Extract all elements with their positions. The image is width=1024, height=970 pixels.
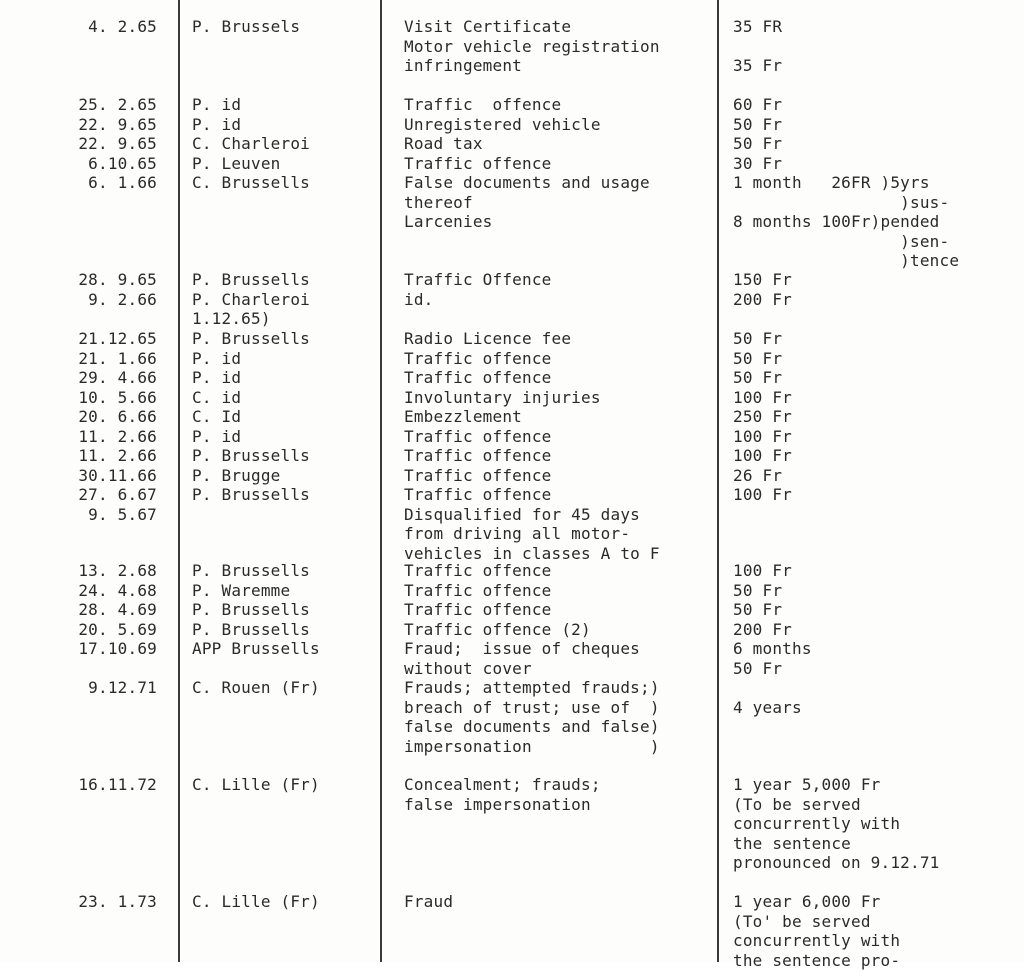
offence-line: Traffic offence [404, 485, 714, 505]
row-5-sentence [733, 561, 1023, 678]
date-line: 29. 4.66 [0, 368, 157, 388]
offence-line: Traffic offence [404, 581, 714, 601]
offence-line: id. [404, 290, 714, 310]
court-line: C. id [192, 388, 372, 408]
date-line: 24. 4.68 [0, 581, 157, 601]
offence-line: thereof [404, 193, 714, 213]
sentence-line: 150 Fr [733, 270, 1023, 290]
row-4-sentence [733, 329, 1023, 505]
court-line: P. Charleroi [192, 290, 372, 310]
row-1-date [0, 17, 157, 37]
column-divider-1 [178, 0, 180, 962]
offence-line: Traffic offence [404, 154, 714, 174]
court-line: P. id [192, 115, 372, 135]
offence-line: Traffic Offence [404, 270, 714, 290]
row-4-date [0, 329, 157, 524]
date-line: 23. 1.73 [0, 892, 157, 912]
sentence-line: 250 Fr [733, 407, 1023, 427]
date-line: 22. 9.65 [0, 134, 157, 154]
row-6-offence [404, 678, 714, 756]
date-line: 16.11.72 [0, 775, 157, 795]
offence-line: Radio Licence fee [404, 329, 714, 349]
date-line: 22. 9.65 [0, 115, 157, 135]
row-7-court [192, 775, 372, 795]
court-line: APP Brussells [192, 639, 372, 659]
sentence-line: 100 Fr [733, 485, 1023, 505]
row-7-sentence [733, 775, 1023, 873]
date-line: 17.10.69 [0, 639, 157, 659]
sentence-line: 26 Fr [733, 466, 1023, 486]
column-divider-2 [380, 0, 382, 962]
offence-line: Traffic offence [404, 446, 714, 466]
row-5-court [192, 561, 372, 659]
row-2-court [192, 95, 372, 193]
offence-line: Fraud [404, 892, 714, 912]
sentence-line: 1 year 5,000 Fr [733, 775, 1023, 795]
offence-line: breach of trust; use of ) [404, 698, 714, 718]
sentence-line: (To be served [733, 795, 1023, 815]
offence-line: Traffic offence [404, 466, 714, 486]
row-7-date [0, 775, 157, 795]
sentence-line: the sentence [733, 834, 1023, 854]
date-line: 21. 1.66 [0, 349, 157, 369]
row-1-court [192, 17, 372, 37]
court-line: 1.12.65) [192, 309, 372, 329]
court-line: P. Brussells [192, 620, 372, 640]
sentence-line: 35 FR [733, 17, 1023, 37]
offence-line: Traffic offence [404, 349, 714, 369]
row-8-offence [404, 892, 714, 912]
offence-line: Traffic offence [404, 95, 714, 115]
offence-line: Involuntary injuries [404, 388, 714, 408]
court-line: C. Charleroi [192, 134, 372, 154]
offence-line: Disqualified for 45 days [404, 505, 714, 525]
date-line: 13. 2.68 [0, 561, 157, 581]
date-line: 10. 5.66 [0, 388, 157, 408]
sentence-line: 100 Fr [733, 427, 1023, 447]
row-3-sentence [733, 270, 1023, 309]
date-line: 11. 2.66 [0, 427, 157, 447]
court-line: P. id [192, 427, 372, 447]
date-line: 30.11.66 [0, 466, 157, 486]
sentence-line: 8 months 100Fr)pended [733, 212, 1023, 232]
court-line: C. Id [192, 407, 372, 427]
court-line: P. Leuven [192, 154, 372, 174]
sentence-line: (To' be served [733, 912, 1023, 932]
date-line: 4. 2.65 [0, 17, 157, 37]
sentence-line: 4 years [733, 698, 1023, 718]
offence-line: from driving all motor- [404, 524, 714, 544]
offence-line: Fraud; issue of cheques [404, 639, 714, 659]
date-line: 6.10.65 [0, 154, 157, 174]
offence-line: impersonation ) [404, 737, 714, 757]
row-2-offence [404, 95, 714, 232]
offence-line: Traffic offence [404, 368, 714, 388]
offence-line: Traffic offence [404, 561, 714, 581]
sentence-line: 50 Fr [733, 659, 1023, 679]
date-line: 28. 4.69 [0, 600, 157, 620]
sentence-line: 60 Fr [733, 95, 1023, 115]
sentence-line: 50 Fr [733, 329, 1023, 349]
offence-line: vehicles in classes A to F [404, 544, 714, 564]
row-4-court [192, 329, 372, 505]
sentence-line: 50 Fr [733, 368, 1023, 388]
sentence-line: 6 months [733, 639, 1023, 659]
offence-line: Road tax [404, 134, 714, 154]
date-line: 27. 6.67 [0, 485, 157, 505]
offence-line: Traffic offence [404, 600, 714, 620]
row-1-sentence [733, 17, 1023, 76]
row-5-date [0, 561, 157, 659]
offence-line: Visit Certificate [404, 17, 714, 37]
sentence-line: 50 Fr [733, 600, 1023, 620]
date-line: 20. 5.69 [0, 620, 157, 640]
row-5-offence [404, 561, 714, 678]
court-line: P. Brussells [192, 270, 372, 290]
row-2-date [0, 95, 157, 193]
sentence-line: 200 Fr [733, 620, 1023, 640]
column-divider-3 [717, 0, 719, 962]
sentence-line: 50 Fr [733, 349, 1023, 369]
row-8-date [0, 892, 157, 912]
date-line: 9. 5.67 [0, 505, 157, 525]
row-6-court [192, 678, 372, 698]
court-line: P. Brussels [192, 17, 372, 37]
court-line: P. Waremme [192, 581, 372, 601]
sentence-line: the sentence pro- [733, 951, 1023, 970]
row-3-date [0, 270, 157, 309]
sentence-line: concurrently with [733, 814, 1023, 834]
sentence-line: 50 Fr [733, 134, 1023, 154]
date-line: 9. 2.66 [0, 290, 157, 310]
offence-line: Embezzlement [404, 407, 714, 427]
date-line: 11. 2.66 [0, 446, 157, 466]
court-line: P. Brussells [192, 485, 372, 505]
court-line: P. Brussells [192, 600, 372, 620]
court-line: P. id [192, 349, 372, 369]
sentence-line: 50 Fr [733, 581, 1023, 601]
offence-line: Concealment; frauds; [404, 775, 714, 795]
row-1-offence [404, 17, 714, 76]
date-line: 20. 6.66 [0, 407, 157, 427]
sentence-line: 100 Fr [733, 561, 1023, 581]
row-6-date [0, 678, 157, 698]
offence-line: Motor vehicle registration [404, 37, 714, 57]
row-6-sentence [733, 678, 1023, 717]
court-line: C. Brussells [192, 173, 372, 193]
sentence-line: 100 Fr [733, 388, 1023, 408]
sentence-line: )sus- [733, 193, 1023, 213]
sentence-line: 100 Fr [733, 446, 1023, 466]
offence-line: false impersonation [404, 795, 714, 815]
offence-line: without cover [404, 659, 714, 679]
date-line: 6. 1.66 [0, 173, 157, 193]
court-line: P. Brussells [192, 446, 372, 466]
court-line: P. id [192, 95, 372, 115]
court-line: C. Rouen (Fr) [192, 678, 372, 698]
court-line: P. Brussells [192, 329, 372, 349]
offence-line: False documents and usage [404, 173, 714, 193]
row-3-court [192, 270, 372, 329]
court-line: C. Lille (Fr) [192, 892, 372, 912]
sentence-line: 50 Fr [733, 115, 1023, 135]
row-4-offence [404, 329, 714, 563]
court-line: P. Brussells [192, 561, 372, 581]
sentence-line: concurrently with [733, 931, 1023, 951]
date-line: 21.12.65 [0, 329, 157, 349]
sentence-line [733, 37, 1023, 57]
sentence-line: )sen- [733, 232, 1023, 252]
sentence-line: pronounced on 9.12.71 [733, 853, 1023, 873]
offence-line: Larcenies [404, 212, 714, 232]
court-line: C. Lille (Fr) [192, 775, 372, 795]
date-line: 9.12.71 [0, 678, 157, 698]
row-8-court [192, 892, 372, 912]
court-line: P. id [192, 368, 372, 388]
sentence-line: 35 Fr [733, 56, 1023, 76]
offence-line: Traffic offence [404, 427, 714, 447]
row-3-offence [404, 270, 714, 309]
row-7-offence [404, 775, 714, 814]
row-8-sentence [733, 892, 1023, 970]
offence-line: Traffic offence (2) [404, 620, 714, 640]
date-line: 28. 9.65 [0, 270, 157, 290]
sentence-line [733, 678, 1023, 698]
court-line: P. Brugge [192, 466, 372, 486]
offence-line: infringement [404, 56, 714, 76]
sentence-line: )tence [733, 251, 1023, 271]
sentence-line: 200 Fr [733, 290, 1023, 310]
row-2-sentence [733, 95, 1023, 271]
offence-line: Unregistered vehicle [404, 115, 714, 135]
offence-line: false documents and false) [404, 717, 714, 737]
sentence-line: 30 Fr [733, 154, 1023, 174]
date-line: 25. 2.65 [0, 95, 157, 115]
sentence-line: 1 year 6,000 Fr [733, 892, 1023, 912]
offence-line: Frauds; attempted frauds;) [404, 678, 714, 698]
sentence-line: 1 month 26FR )5yrs [733, 173, 1023, 193]
